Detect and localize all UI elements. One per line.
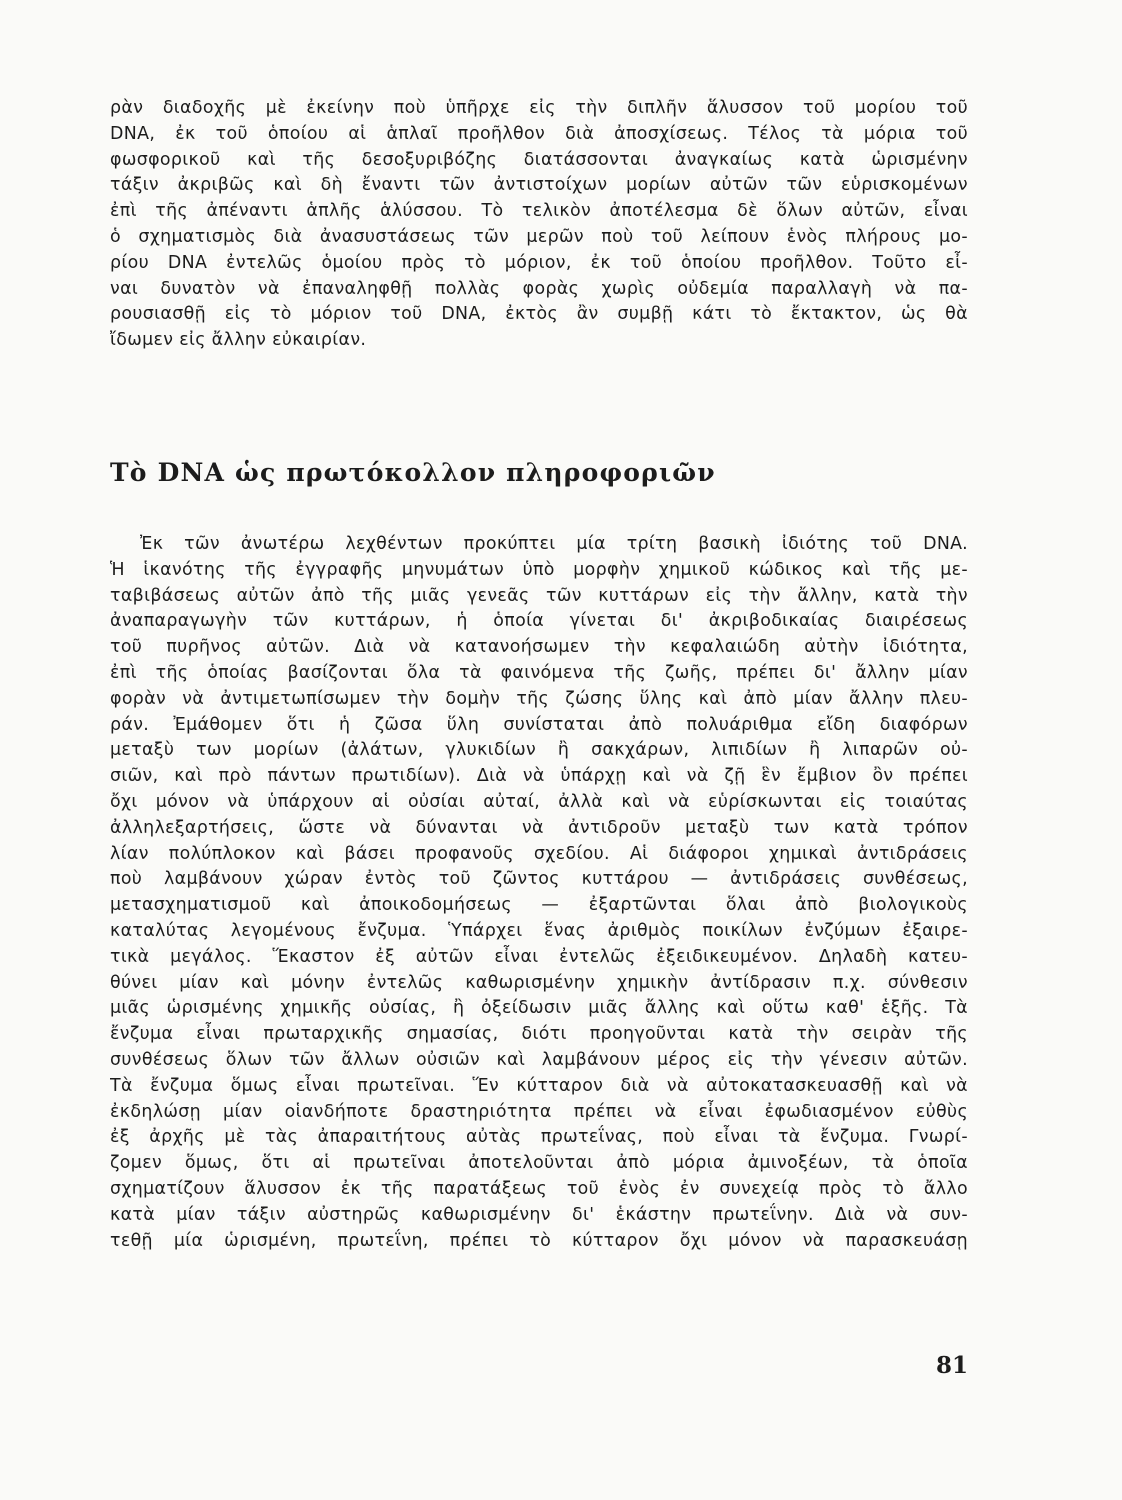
page-number: 81 [935,1352,968,1379]
text-line: Τὰ ἔνζυμα ὅμως εἶναι πρωτεῖναι. Ἕν κύτταρον διὰ νὰ αὐτοκατασκευασθῇ καὶ νὰ [110,1075,968,1096]
text-line: τοῦ πυρῆνος αὐτῶν. Διὰ νὰ κατανοήσωμεν τὴν κεφαλαιώδη αὐτὴν ἰδιότητα, [110,637,968,658]
text-line: ὁ σχηματισμὸς διὰ ἀνασυστάσεως τῶν μερῶν ποὺ τοῦ λείπουν ἑνὸς πλήρους μο- [110,226,968,247]
text-line: ποὺ λαμβάνουν χώραν ἐντὸς τοῦ ζῶντος κυττάρου — ἀντιδράσεις συνθέσεως, [110,869,968,890]
text-line: μετασχηματισμοῦ καὶ ἀποικοδομήσεως — ἐξαρτῶνται ὅλαι ἀπὸ βιολογικοὺς [110,895,968,916]
text-line: ρίου DNA ἐντελῶς ὁμοίου πρὸς τὸ μόριον, ἐκ τοῦ ὁποίου προῆλθον. Τοῦτο εἶ- [110,252,968,273]
text-line: τάξιν ἀκριβῶς καὶ δὴ ἔναντι τῶν ἀντιστοίχων μορίων αὐτῶν τῶν εὑρισκομένων [110,175,968,196]
text-line: ἀναπαραγωγὴν τῶν κυττάρων, ἡ ὁποία γίνεται δι' ἀκριβοδικαίας διαιρέσεως [110,611,968,632]
text-line: Ἐκ τῶν ἀνωτέρω λεχθέντων προκύπτει μία τρίτη βασικὴ ἰδιότης τοῦ DNA. [140,534,968,554]
text-line: μεταξὺ των μορίων (ἀλάτων, γλυκιδίων ἢ σακχάρων, λιπιδίων ἢ λιπαρῶν οὐ- [110,740,968,761]
text-line: μιᾶς ὡρισμένης χημικῆς οὐσίας, ἢ ὀξείδωσιν μιᾶς ἄλλης καὶ οὕτω καθ' ἑξῆς. Τὰ [110,998,968,1019]
paragraph-1 [110,96,968,354]
text-line: ρουσιασθῇ εἰς τὸ μόριον τοῦ DNA, ἐκτὸς ἂν συμβῇ κάτι τὸ ἔκτακτον, ὡς θὰ [110,304,968,325]
text-line: ναι δυνατὸν νὰ ἐπαναληφθῇ πολλὰς φορὰς χωρὶς οὐδεμία παραλλαγὴ νὰ πα- [110,278,968,299]
section-heading: Τὸ DNA ὡς πρωτόκολλον πληροφοριῶν [110,458,716,487]
text-line: ταβιβάσεως αὐτῶν ἀπὸ τῆς μιᾶς γενεᾶς τῶν κυττάρων εἰς τὴν ἄλλην, κατὰ τὴν [110,585,968,606]
text-line: σιῶν, καὶ πρὸ πάντων πρωτιδίων). Διὰ νὰ ὑπάρχῃ καὶ νὰ ζῇ ἓν ἔμβιον ὂν πρέπει [110,766,968,787]
text-line: συνθέσεως ὅλων τῶν ἄλλων οὐσιῶν καὶ λαμβάνουν μέρος εἰς τὴν γένεσιν αὐτῶν. [110,1049,968,1070]
text-line: DNA, ἐκ τοῦ ὁποίου αἱ ἁπλαῖ προῆλθον διὰ ἀποσχίσεως. Τέλος τὰ μόρια τοῦ [110,123,968,144]
text-line: ἀλληλεξαρτήσεις, ὥστε νὰ δύνανται νὰ ἀντιδροῦν μεταξὺ των κατὰ τρόπον [110,817,968,838]
text-line: κατὰ μίαν τάξιν αὐστηρῶς καθωρισμένην δι' ἑκάστην πρωτεΐνην. Διὰ νὰ συν- [110,1204,968,1225]
text-line: ρὰν διαδοχῆς μὲ ἐκείνην ποὺ ὑπῆρχε εἰς τὴν διπλῆν ἅλυσσον τοῦ μορίου τοῦ [110,98,968,118]
text-line: Ἡ ἱκανότης τῆς ἐγγραφῆς μηνυμάτων ὑπὸ μορφὴν χημικοῦ κώδικος καὶ τῆς με- [110,559,968,580]
text-line: τικὰ μεγάλος. Ἕκαστον ἐξ αὐτῶν εἶναι ἐντελῶς ἐξειδικευμένον. Δηλαδὴ κατευ- [110,946,968,967]
text-line: ὄχι μόνον νὰ ὑπάρχουν αἱ οὐσίαι αὐταί, ἀλλὰ καὶ νὰ εὑρίσκωνται εἰς τοιαύτας [110,791,968,812]
text-line: τεθῇ μία ὡρισμένη, πρωτεΐνη, πρέπει τὸ κύτταρον ὄχι μόνον νὰ παρασκευάσῃ [110,1230,968,1251]
text-line: λίαν πολύπλοκον καὶ βάσει προφανοῦς σχεδίου. Αἱ διάφοροι χημικαὶ ἀντιδράσεις [110,843,968,864]
text-line: σχηματίζουν ἅλυσσον ἐκ τῆς παρατάξεως τοῦ ἑνὸς ἐν συνεχείᾳ πρὸς τὸ ἄλλο [110,1178,968,1199]
text-line: θύνει μίαν καὶ μόνην ἐντελῶς καθωρισμένην χημικὴν ἀντίδρασιν π.χ. σύνθεσιν [110,972,968,993]
text-line: ἴδωμεν εἰς ἄλλην εὐκαιρίαν. [110,330,367,351]
paragraph-2 [110,532,968,1254]
text-line: ἐπὶ τῆς ὁποίας βασίζονται ὅλα τὰ φαινόμενα τῆς ζωῆς, πρέπει δι' ἄλλην μίαν [110,662,968,683]
text-line: ράν. Ἐμάθομεν ὅτι ἡ ζῶσα ὕλη συνίσταται ἀπὸ πολυάριθμα εἴδη διαφόρων [110,714,968,735]
text-line: ἔνζυμα εἶναι πρωταρχικῆς σημασίας, διότι προηγοῦνται κατὰ τὴν σειρὰν τῆς [110,1024,968,1045]
text-line: φωσφορικοῦ καὶ τῆς δεσοξυριβόζης διατάσσονται ἀναγκαίως κατὰ ὡρισμένην [110,149,968,170]
text-line: ἐπὶ τῆς ἀπέναντι ἁπλῆς ἁλύσσου. Τὸ τελικὸν ἀποτέλεσμα δὲ ὅλων αὐτῶν, εἶναι [110,201,968,222]
text-line: καταλύτας λεγομένους ἔνζυμα. Ὑπάρχει ἕνας ἀριθμὸς ποικίλων ἐνζύμων ἐξαιρε- [110,920,968,941]
text-line: ἐκδηλώσῃ μίαν οἱανδήποτε δραστηριότητα πρέπει νὰ εἶναι ἐφωδιασμένον εὐθὺς [110,1101,968,1122]
text-line: ζομεν ὅμως, ὅτι αἱ πρωτεῖναι ἀποτελοῦνται ἀπὸ μόρια ἀμινοξέων, τὰ ὁποῖα [110,1153,968,1174]
text-line: φορὰν νὰ ἀντιμετωπίσωμεν τὴν δομὴν τῆς ζώσης ὕλης καὶ ἀπὸ μίαν ἄλλην πλευ- [110,688,968,709]
text-line: ἐξ ἀρχῆς μὲ τὰς ἀπαραιτήτους αὐτὰς πρωτεΐνας, ποὺ εἶναι τὰ ἔνζυμα. Γνωρί- [110,1127,968,1148]
